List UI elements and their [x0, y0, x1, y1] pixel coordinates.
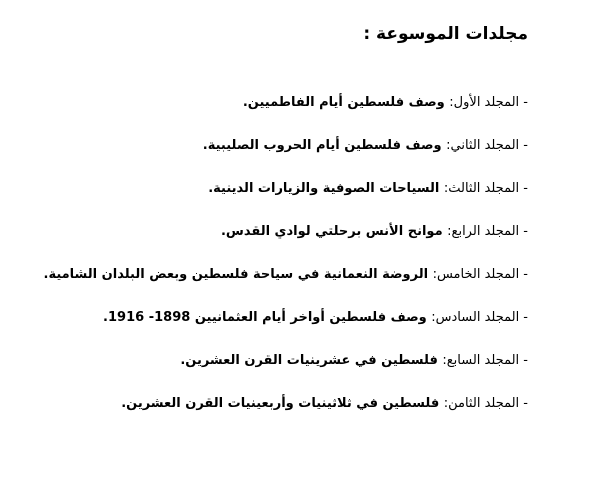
list-item [8, 349, 528, 392]
volume-label: - المجلد الثالث: [443, 181, 528, 196]
document-title: مجلدات الموسوعة : [363, 24, 528, 44]
volume-label: - المجلد الرابع: [447, 224, 528, 239]
volume-label: - المجلد الأول: [449, 95, 528, 110]
volume-text: الروضة النعمانية في سياحة فلسطين وبعض البلدان الشامية. [43, 267, 429, 282]
volume-text: السياحات الصوفية والزيارات الدينية. [208, 181, 440, 196]
volume-label: - المجلد الثاني: [446, 138, 528, 153]
volume-text: فلسطين في عشرينيات القرن العشرين. [180, 353, 438, 368]
volume-text: وصف فلسطين أيام الفاطميين. [242, 95, 445, 110]
list-item [8, 134, 528, 177]
volume-text: وصف فلسطين أيام الحروب الصليبية. [202, 138, 442, 153]
volume-text: فلسطين في ثلاثينيات وأربعينيات القرن العشرين. [121, 396, 440, 411]
volume-text: موانح الأنس برحلتي لوادي القدس. [220, 224, 443, 239]
volume-list [8, 91, 528, 435]
list-item [8, 177, 528, 220]
volume-label: - المجلد الثامن: [443, 396, 528, 411]
list-item [8, 392, 528, 435]
list-item [8, 220, 528, 263]
list-item [8, 306, 528, 349]
list-item [8, 263, 528, 306]
list-item [8, 91, 528, 134]
volume-label: - المجلد الخامس: [432, 267, 528, 282]
volume-label: - المجلد السابع: [442, 353, 528, 368]
volume-label: - المجلد السادس: [431, 310, 528, 325]
volume-text: وصف فلسطين أواخر أيام العثمانيين 1898- 1916. [103, 310, 427, 325]
